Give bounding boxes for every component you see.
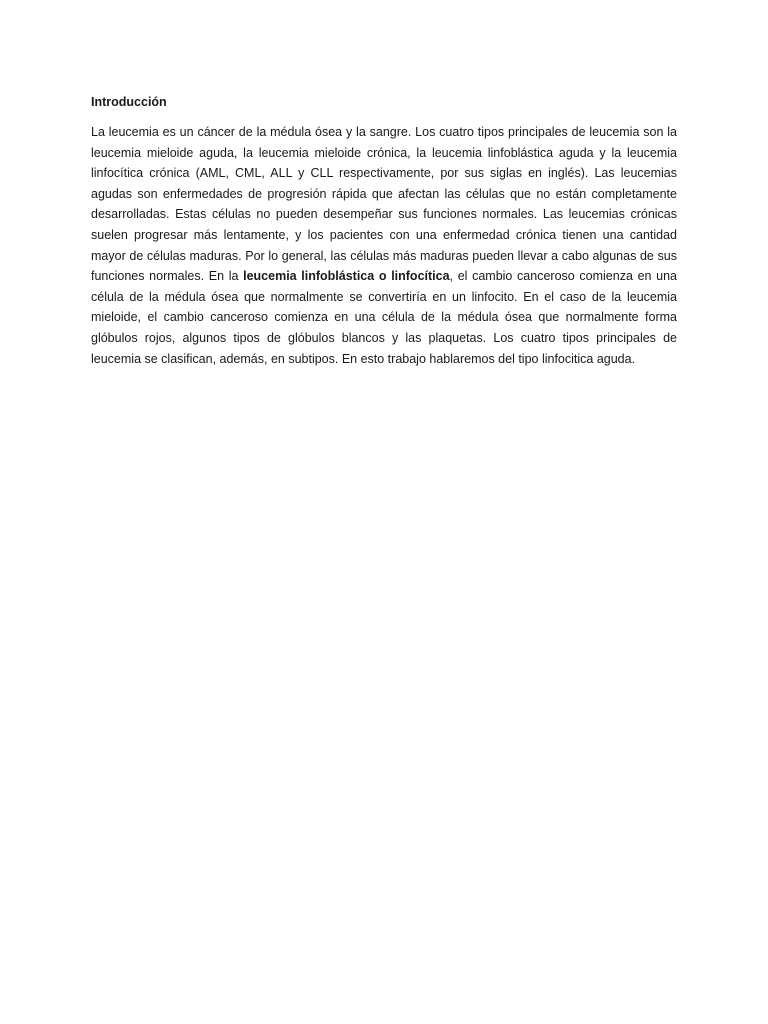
section-heading: Introducción (91, 95, 167, 109)
intro-paragraph (91, 122, 677, 369)
paragraph-bold-term: leucemia linfoblástica o linfocítica (243, 269, 450, 284)
paragraph-text-part-2: , el cambio canceroso comienza en una célula de la médula ósea que normalmente se convertiría en un linfocito. En el caso de la leucemia mieloide, el cambio canceroso comienza en una célula de la médula ósea que normalmente forma glóbulos rojos, algunos tipos de glóbulos blancos y las plaquetas. Los cuatro tipos principales de leucemia se clasifican, además, en subtipos. En esto trabajo hablaremos del tipo linfocitica aguda. (91, 269, 678, 366)
document-content (91, 92, 677, 369)
paragraph-text-part-1: La leucemia es un cáncer de la médula ósea y la sangre. Los cuatro tipos principales de leucemia son la leucemia mieloide aguda, la leucemia mieloide crónica, la leucemia linfoblástica aguda y la leucemia linfocítica crónica (AML, CML, ALL y CLL respectivamente, por sus siglas en inglés). Las leucemias agudas son enfermedades de progresión rápida que afectan las células que no están completamente desarrolladas. Estas células no pueden desempeñar sus funciones normales. Las leucemias crónicas suelen progresar más lentamente, y los pacientes con una enfermedad crónica tienen una cantidad mayor de células maduras. Por lo general, las células más maduras pueden llevar a cabo algunas de sus funciones normales. En la (91, 125, 677, 284)
